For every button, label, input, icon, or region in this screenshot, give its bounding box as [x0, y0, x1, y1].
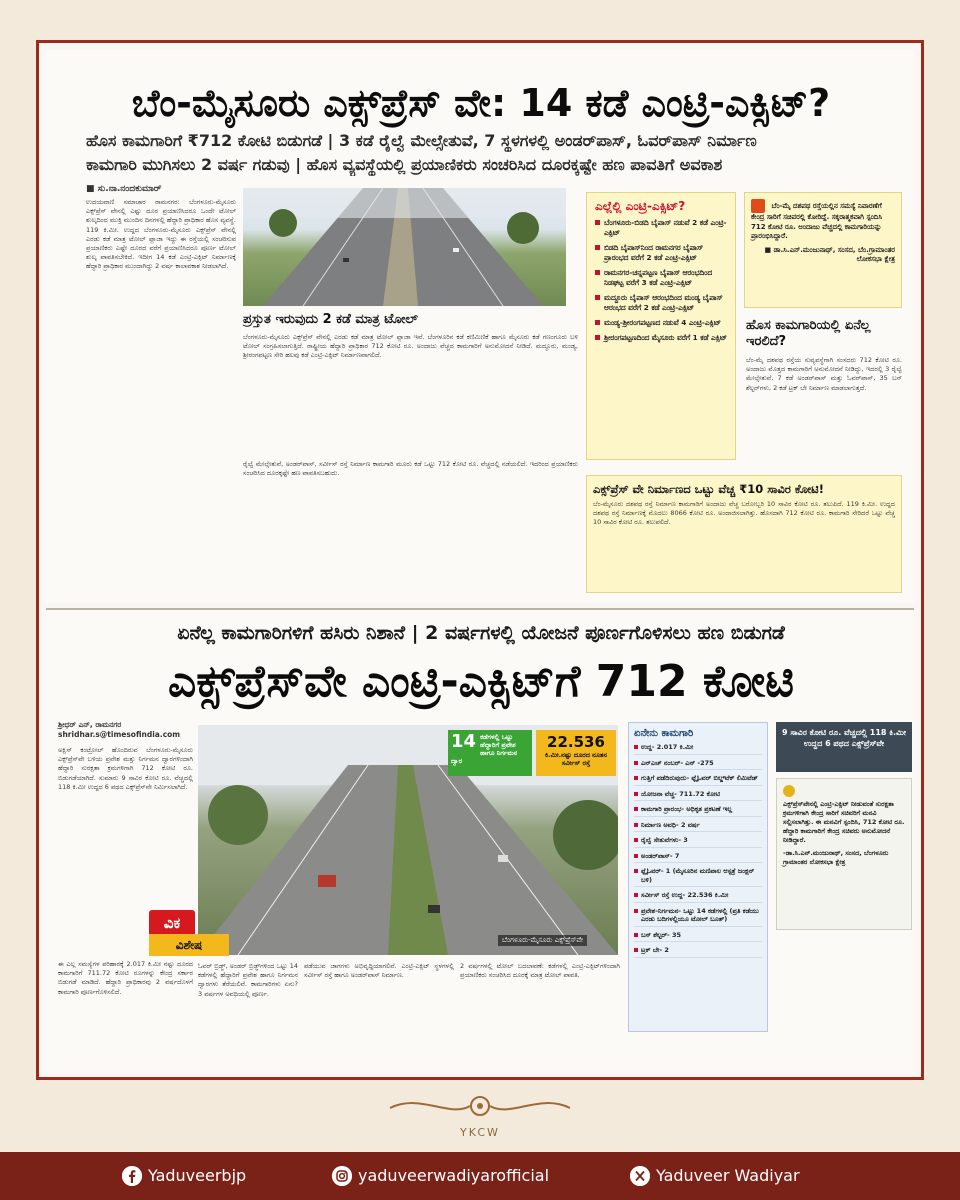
quote-text: ಎಕ್ಸ್‌ಪ್ರೆಸ್‌ವೇನಲ್ಲಿ ಎಂಟ್ರಿ-ಎಕ್ಸಿಟ್ ನೀಡುವಂತೆ ಸುರಕ್ಷತಾ ಕ್ರಮಗಳಿಗಾಗಿ ಕೇಂದ್ರ ಸಾರಿಗೆ ಸಚಿವರಿಗೆ ಮನವಿ ಸಲ್ಲಿಸಲಾಗಿತ್ತು. ಈ ಮನವಿಗೆ ಸ್ಪಂದಿಸಿ, 712 ಕೋಟಿ ರೂ. ಹೆದ್ದಾರಿ ಕಾಮಗಾರಿಗೆ ಕೇಂದ್ರ ಸಚಿವರು ಅನುಮೋದನೆ ನೀಡಿದ್ದಾರೆ. [783, 800, 905, 844]
quote-signature: ■ ಡಾ.ಸಿ.ಎನ್.ಮಂಜುನಾಥ್, ಸಂಸದ, ಬೆಂ.ಗ್ರಾಮಾಂತರ ಲೋಕಸಭಾ ಕ್ಷೇತ್ರ [764, 245, 895, 263]
list-item: ಫ್ಲೈಓವರ್- 1 (ಮೈಸೂರಿನ ಮಣಿಪಾಲ ಆಸ್ಪತ್ರೆ ಜಂಕ್ಷನ್ ಬಳಿ) [634, 867, 762, 887]
x-link[interactable] [630, 1164, 800, 1188]
cost-highlight-box: 9 ಸಾವಿರ ಕೋಟಿ ರೂ. ವೆಚ್ಚದಲ್ಲಿ 118 ಕಿ.ಮೀ ಉದ್ದದ 6 ಪಥದ ಎಕ್ಸ್‌ಪ್ರೆಸ್‌ವೇ [776, 722, 912, 772]
subhead: ಏನೆಲ್ಲ ಕಾಮಗಾರಿಗಳಿಗೆ ಹಸಿರು ನಿಶಾನೆ | 2 ವರ್ಷಗಳಲ್ಲಿ ಯೋಜನೆ ಪೂರ್ಣಗೊಳಿಸಲು ಹಣ ಬಿಡುಗಡೆ [177, 622, 785, 644]
photo-caption: ಪ್ರಸ್ತುತ ಇರುವುದು 2 ಕಡೆ ಮಾತ್ರ ಟೋಲ್ [243, 312, 418, 327]
section-text: ಬೆಂ-ಮೈ ದಶಪಥ ರಸ್ತೆಯ ಸುವ್ಯವಸ್ಥೆಗಾಗಿ ಸಂಸದರು 712 ಕೋಟಿ ರೂ. ಅಂದಾಜು ಮೊತ್ತದ ಕಾಮಗಾರಿಗೆ ಅನುಮೋದನೆ ನೀಡಿದ್ದು, ಇದರಲ್ಲಿ 3 ರೈಲ್ವೆ ಮೇಲ್ಸೇತುವೆ, 7 ಕಡೆ ಅಂಡರ್‌ಪಾಸ್ ಮತ್ತು ಓವರ್‌ಪಾಸ್, 35 ಬಸ್ ಶೆಲ್ಟರ್‌ಗಳು, 2 ಕಡೆ ಟ್ರಕ್ ಬೇ ನಿರ್ಮಾಣ ಮಾಡಲಾಗುತ್ತದೆ. [746, 356, 902, 392]
quote-icon [783, 785, 795, 797]
x-icon [630, 1166, 650, 1186]
article-column-2: ಬೆಂಗಳೂರು-ಮೈಸೂರು ಎಕ್ಸ್‌ಪ್ರೆಸ್ ವೇನಲ್ಲಿ ಎರಡು ಕಡೆ ಮಾತ್ರ ಟೋಲ್ ಪ್ಲಾಜಾ ಇವೆ. ಬೆಂಗಳೂರಿನ ಕಡೆ ಕಣಿಮಿಣಿಕೆ ಹಾಗೂ ಮೈಸೂರು ಕಡೆ ಗಣಂಗೂರು ಬಳಿ ಟೋಲ್ ಸಂಗ್ರಹಿಸಲಾಗುತ್ತಿದೆ. ರಾಷ್ಟ್ರೀಯ ಹೆದ್ದಾರಿ ಪ್ರಾಧಿಕಾರ 712 ಕೋಟಿ ರೂ. ಅಂದಾಜು ವೆಚ್ಚದ ಕಾಮಗಾರಿಗೆ ಅನುಮೋದನೆ ನೀಡಿದೆ. ಮದ್ದೂರು, ಮಂಡ್ಯ, ಶ್ರೀರಂಗಪಟ್ಟಣ ಸೇರಿ ಹಲವು ಕಡೆ ಎಂಟ್ರಿ-ಎಕ್ಸಿಟ್ ನಿರ್ಮಾಣವಾಗಲಿದೆ. [243, 333, 578, 360]
list-item: ರೈಲ್ವೆ ಸೇತುವೆಗಳು- 3 [634, 836, 762, 848]
list-box-title: ಎಲ್ಲೆಲ್ಲಿ ಎಂಟ್ರಿ-ಎಕ್ಸಿಟ್? [595, 199, 686, 213]
list-item: ಉದ್ದ- 2.017 ಕಿ.ಮೀ [634, 743, 762, 755]
works-title: ಏನೇನು ಕಾಮಗಾರಿ [634, 728, 694, 739]
list-item: ಮದ್ದೂರು ಬೈಪಾಸ್ ಆರಂಭದಿಂದ ಮಂಡ್ಯ ಬೈಪಾಸ್ ಆರಂಭದ ವರೆಗೆ 2 ಕಡೆ ಎಂಟ್ರಿ-ಎಕ್ಸಿಟ್ [595, 293, 727, 313]
facebook-handle: Yaduveerbjp [148, 1166, 247, 1185]
list-item: ಗುತ್ತಿಗೆ ಪಡೆದಿರುವುದು- ಫ್ಲೈಓವರ್ ಬಿಲ್ಡ್‌ಟೆಕ್ ಲಿಮಿಟೆಡ್ [634, 774, 762, 786]
stat-label: ಕಿ.ಮೀ.ನಷ್ಟು ದೂರದ ನೂತನ ಸರ್ವೀಸ್ ರಸ್ತೆ [545, 751, 607, 767]
instagram-handle: yaduveerwadiyarofficial [358, 1166, 550, 1185]
article-column-5: 2 ವರ್ಷಗಳಲ್ಲಿ ಟೋಲ್ ಬದಲಾವಣೆ: ಕಡೆಗಳಲ್ಲಿ ಎಂಟ್ರಿ-ಎಕ್ಸಿಟ್‌ಗಳಿಂದಾಗಿ ಪ್ರಯಾಣಿಕರು ಸಂಚರಿಸಿದ ದೂರಕ್ಕೆ ಮಾತ್ರ ಟೋಲ್ ಪಾವತಿ. [460, 962, 620, 980]
headline: ಎಕ್ಸ್‌ಪ್ರೆಸ್‌ವೇ ಎಂಟ್ರಿ-ಎಕ್ಸಿಟ್‌ಗೆ 712 ಕೋಟಿ [168, 656, 794, 707]
article-column-1: ಉದಯವಾಣಿ ಸಮಾಚಾರ ರಾಮನಗರ: ಬೆಂಗಳೂರು-ಮೈಸೂರು ಎಕ್ಸ್‌ಪ್ರೆಸ್ ವೇನಲ್ಲಿ ಎಷ್ಟು ದೂರ ಪ್ರಯಾಣಿಸಿದರೂ ಒಂದೇ ಟೋಲ್ ಶುಲ್ಕದಿಂದ ಮುಕ್ತಿ ಮುಂದಿನ ದಿನಗಳಲ್ಲಿ ಹೆದ್ದಾರಿ ಪ್ರಾಧಿಕಾರ ಹೊಸ ವ್ಯವಸ್ಥೆ. 119 ಕಿ.ಮೀ. ಉದ್ದದ ಬೆಂಗಳೂರು-ಮೈಸೂರು ಎಕ್ಸ್‌ಪ್ರೆಸ್ ವೇನಲ್ಲಿ ಎರಡು ಕಡೆ ಮಾತ್ರ ಟೋಲ್ ಪ್ಲಾಜಾ ಇದ್ದು ಈ ರಸ್ತೆಯಲ್ಲಿ ಸಂಚರಿಸುವ ಪ್ರಯಾಣಿಕರು ಎಷ್ಟೇ ದೂರದ ವರೆಗೆ ಪ್ರಯಾಣಿಸಿದರೂ ಪೂರ್ಣ ಟೋಲ್ ಶುಲ್ಕ ಪಾವತಿಸಬೇಕಿದೆ. ಇದೀಗ 14 ಕಡೆ ಎಂಟ್ರಿ-ಎಕ್ಸಿಟ್ ನಿರ್ಮಾಣಕ್ಕೆ ಹೆದ್ದಾರಿ ಪ್ರಾಧಿಕಾರ ಮುಂದಾಗಿದ್ದು 2 ವರ್ಷ ಕಾಲಾವಕಾಶ ನೀಡಲಾಗಿದೆ. [86, 198, 236, 271]
list-item: ಶ್ರೀರಂಗಪಟ್ಟಣದಿಂದ ಮೈಸೂರು ವರೆಗೆ 1 ಕಡೆ ಎಕ್ಸಿಟ್ [595, 333, 727, 343]
list-item: ಬೆಂಗಳೂರು-ಬಿಡದಿ ಬೈಪಾಸ್ ನಡುವೆ 2 ಕಡೆ ಎಂಟ್ರಿ-ಎಕ್ಸಿಟ್ [595, 218, 727, 238]
byline [58, 720, 180, 740]
article-column-3: ಓವರ್ ಬ್ರಿಡ್ಜ್, ಅಂಡರ್ ಬ್ರಿಡ್ಜ್‌ಗಳಿಂದ ಒಟ್ಟು 14 ಕಡೆಗಳಲ್ಲಿ ಹೆದ್ದಾರಿಗೆ ಪ್ರವೇಶ ಹಾಗೂ ನಿರ್ಗಮನ ದ್ವಾರಗಳು ತೆರೆಯಲಿವೆ. ಕಾಮಗಾರಿಗಳು ಏನು? 3 ವರ್ಷಗಳ ಅವಧಿಯಲ್ಲಿ ಪೂರ್ಣ. [198, 962, 298, 998]
social-footer [0, 1152, 960, 1200]
thumbs-up-icon [751, 199, 765, 213]
news-clipping-1 [46, 50, 914, 603]
article-column-3: ರೈಲ್ವೆ ಮೇಲ್ಸೇತುವೆ, ಅಂಡರ್‌ಪಾಸ್, ಸರ್ವೀಸ್ ರಸ್ತೆ ನಿರ್ಮಾಣ ಕಾಮಗಾರಿ ಮೂರು ಕಡೆ ಒಟ್ಟು 712 ಕೋಟಿ ರೂ. ವೆಚ್ಚದಲ್ಲಿ ನಡೆಯಲಿದೆ. ಇದರಿಂದ ಪ್ರಯಾಣಿಕರು ಸಂಚರಿಸಿದ ದೂರಕ್ಕಷ್ಟೇ ಹಣ ಪಾವತಿಸಬಹುದು. [243, 460, 578, 478]
article-column-2: ಈ ಎಲ್ಲ ಸಮಸ್ಯೆಗಳ ಪರಿಹಾರಕ್ಕೆ 2.017 ಕಿ.ಮೀ ನಷ್ಟು ದೂರದ ಕಾಮಗಾರಿಗೆ 711.72 ಕೋಟಿ ರೂಗಳನ್ನು ಕೇಂದ್ರ ಸರ್ಕಾರ ಬಿಡುಗಡೆ ಮಾಡಿದೆ. ಹೆದ್ದಾರಿ ಪ್ರಾಧಿಕಾರವು 2 ವರ್ಷದೊಳಗೆ ಕಾಮಗಾರಿ ಪೂರ್ಣಗೊಳಿಸಲಿದೆ. [58, 960, 193, 996]
entry-exit-list-box [586, 192, 736, 460]
list-item: ಯೋಜನಾ ವೆಚ್ಚ- 711.72 ಕೋಟಿ [634, 790, 762, 802]
list-item: ಟ್ರಕ್ ಬೇ- 2 [634, 946, 762, 958]
banner-text: ಬೆಂ-ಮೈಸೂರು ದಶಪಥ ರಸ್ತೆ ನಿರ್ಮಾಣ ಕಾಮಗಾರಿಗೆ ಅಂದಾಜು ವೆಚ್ಚ ಬರೋಬ್ಬರಿ 10 ಸಾವಿರ ಕೋಟಿ ರೂ. ತಲುಪಿದೆ. 119 ಕಿ.ಮೀ. ಉದ್ದದ ದಶಪಥ ರಸ್ತೆ ನಿರ್ಮಾಣಕ್ಕೆ ಮೊದಲು 8066 ಕೋಟಿ ರೂ. ಅಂದಾಜಿಸಲಾಗಿತ್ತು. ಹೊಸದಾಗಿ 712 ಕೋಟಿ ರೂ. ಕಾಮಗಾರಿ ಸೇರಿದರೆ ಒಟ್ಟು ವೆಚ್ಚ 10 ಸಾವಿರ ಕೋಟಿ ರೂ. ತಲುಪಲಿದೆ. [593, 500, 895, 527]
list-item: ಬಸ್ ಶೆಲ್ಟರ್- 35 [634, 931, 762, 943]
byline-name: ಶ್ರೀಧರ್ ಎನ್, ರಾಮನಗರ [58, 720, 122, 729]
list-item: ಬಿಡದಿ ಬೈಪಾಸ್‌ನಿಂದ ರಾಮನಗರ ಬೈಪಾಸ್ ಪ್ರಾರಂಭದ ವರೆಗೆ 2 ಕಡೆ ಎಂಟ್ರಿ-ಎಕ್ಸಿಟ್ [595, 243, 727, 263]
list-item: ಮಂಡ್ಯ-ಶ್ರೀರಂಗಪಟ್ಟಣದ ನಡುವೆ 4 ಎಂಟ್ರಿ-ಎಕ್ಸಿಟ್ [595, 318, 727, 328]
ykcw-logo [380, 1088, 580, 1138]
list-item: ಸರ್ವೀಸ್ ರಸ್ತೆ ಉದ್ದ- 22.536 ಕಿ.ಮೀ [634, 891, 762, 903]
stat-value: 14 [451, 731, 477, 752]
subhead-line-2: ಕಾಮಗಾರಿ ಮುಗಿಸಲು 2 ವರ್ಷ ಗಡುವು | ಹೊಸ ವ್ಯವಸ್ಥೆಯಲ್ಲಿ ಪ್ರಯಾಣಿಕರು ಸಂಚರಿಸಿದ ದೂರಕ್ಕಷ್ಟೇ ಹಣ ಪಾವತಿಗೆ ಅವಕಾಶ [86, 155, 723, 174]
byline-email: shridhar.s@timesofindia.com [58, 730, 181, 739]
stat-value: 22.536 [547, 733, 605, 751]
photo-caption: ಬೆಂಗಳೂರು-ಮೈಸೂರು ಎಕ್ಸ್‌ಪ್ರೆಸ್‌ವೇ [498, 935, 587, 946]
banner-title: ಎಕ್ಸ್‌ಪ್ರೆಸ್ ವೇ ನಿರ್ಮಾಣದ ಒಟ್ಟು ವೆಚ್ಚ ₹10 ಸಾವಿರ ಕೋಟಿ! [593, 482, 824, 496]
stat-service-road [536, 730, 616, 776]
instagram-link[interactable] [332, 1164, 549, 1188]
article-column-1: ಅಕ್ಷಿಸ್ ಕಂಟ್ರೋಲ್ ಹೊಂದಿರುವ ಬೆಂಗಳೂರು-ಮೈಸೂರು ಎಕ್ಸ್‌ಪ್ರೆಸ್‌ವೇ ಬಳಿಯ ಪ್ರವೇಶ ಮತ್ತು ನಿರ್ಗಮನ ದ್ವಾರಗಳಿಂದಾಗಿ ಹೆದ್ದಾರಿ ಸುರಕ್ಷತಾ ಕ್ರಮಗಳಿಗಾಗಿ 712 ಕೋಟಿ ರೂ. ಬಿಡುಗಡೆಯಾಗಿದೆ. ಸುಮಾರು 9 ಸಾವಿರ ಕೋಟಿ ರೂ. ವೆಚ್ಚದಲ್ಲಿ 118 ಕಿ.ಮೀ ಉದ್ದದ 6 ಪಥದ ಎಕ್ಸ್‌ಪ್ರೆಸ್‌ವೇ ನಿರ್ಮಿಸಲಾಗಿದೆ. [58, 746, 193, 791]
cost-banner [586, 475, 902, 593]
article-column-4: ಪಡೆಯುವ ಜಾಗಗಳು ಅಭಿವೃದ್ಧಿಯಾಗಲಿವೆ. ಎಂಟ್ರಿ-ಎಕ್ಸಿಟ್ ಸ್ಥಳಗಳಲ್ಲಿ ಸರ್ವೀಸ್ ರಸ್ತೆ ಹಾಗೂ ಅಂಡರ್‌ಪಾಸ್ ನಿರ್ಮಾಣ. [304, 962, 454, 980]
list-item: ಅಂಡರ್‌ಪಾಸ್- 7 [634, 852, 762, 864]
byline: ■ ಸು.ನಾ.ನಂದಕುಮಾರ್ [86, 184, 162, 194]
stat-entry-exit [448, 730, 532, 776]
quote-text: ಬೆಂ-ಮೈ ದಶಪಥ ರಸ್ತೆಯಲ್ಲಿನ ಸಮಸ್ಯೆ ನಿವಾರಣೆಗೆ ಕೇಂದ್ರ ಸಾರಿಗೆ ಸಚಿವರಲ್ಲಿ ಕೋರಿದ್ದೆ. ಸಕ್ಕರಾತ್ಮಕವಾಗಿ ಸ್ಪಂದಿಸಿ 712 ಕೋಟಿ ರೂ. ಅಂದಾಜು ವೆಚ್ಚದಲ್ಲಿ ಕಾಮಗಾರಿಯನ್ನು ಪ್ರಾರಂಭಿಸಿದ್ದಾರೆ. [751, 202, 883, 240]
subhead-line-1: ಹೊಸ ಕಾಮಗಾರಿಗೆ ₹712 ಕೋಟಿ ಬಿಡುಗಡೆ | 3 ಕಡೆ ರೈಲ್ವೆ ಮೇಲ್ಸೇತುವೆ, 7 ಸ್ಥಳಗಳಲ್ಲಿ ಅಂಡರ್‌ಪಾಸ್, ಓವರ್‌ಪಾಸ್ ನಿರ್ಮಾಣ [86, 131, 757, 150]
quote-signature: -ಡಾ.ಸಿ.ಎನ್.ಮಂಜುನಾಥ್, ಸಂಸದ, ಬೆಂಗಳೂರು ಗ್ರಾಮಾಂತರ ಲೋಕಸಭಾ ಕ್ಷೇತ್ರ [783, 849, 889, 866]
badge-top: ವಿಕ [149, 910, 195, 936]
logo-text: YKCW [460, 1126, 500, 1139]
mp-quote-box [744, 192, 902, 308]
expressway-photo [243, 188, 566, 306]
list-item: ಎನ್‌ಎಚ್ ನಂಬರ್- ಎನ್ -275 [634, 759, 762, 771]
list-item: ರಾಮನಗರ-ಚನ್ನಪಟ್ಟಣ ಬೈಪಾಸ್ ಆರಂಭದಿಂದ ನಿಡಘಟ್ಟ ವರೆಗೆ 3 ಕಡೆ ಎಂಟ್ರಿ-ಎಕ್ಸಿಟ್ [595, 268, 727, 288]
mp-quote-box [776, 778, 912, 930]
badge-bottom: ವಿಶೇಷ [149, 934, 229, 956]
section-heading: ಹೊಸ ಕಾಮಗಾರಿಯಲ್ಲಿ ಏನೆಲ್ಲ ಇರಲಿದೆ? [746, 318, 871, 349]
ornament-icon [380, 1088, 580, 1124]
vk-special-badge [149, 910, 229, 958]
news-clipping-2 [46, 608, 914, 1074]
facebook-icon [122, 1166, 142, 1186]
works-list-box [628, 722, 768, 1032]
stat-label: ಕಡೆಗಳಲ್ಲಿ ಒಟ್ಟು ಹೆದ್ದಾರಿಗೆ ಪ್ರವೇಶ ಹಾಗೂ ನಿರ್ಗಮನ ದ್ವಾರ [451, 733, 518, 765]
facebook-link[interactable] [122, 1164, 246, 1188]
list-item: ಕಾಮಗಾರಿ ಪ್ರಾರಂಭ- ಅಧಿಕೃತ ಪ್ರಕಟಣೆ ಇಲ್ಲ [634, 805, 762, 817]
headline: ಬೆಂ-ಮೈಸೂರು ಎಕ್ಸ್‌ಪ್ರೆಸ್ ವೇ: 14 ಕಡೆ ಎಂಟ್ರಿ-ಎಕ್ಸಿಟ್? [131, 81, 831, 125]
list-item: ನಿರ್ಮಾಣ ಅವಧಿ- 2 ವರ್ಷ [634, 821, 762, 833]
instagram-icon [332, 1166, 352, 1186]
list-item: ಪ್ರವೇಶ-ನಿರ್ಗಮನ- ಒಟ್ಟು 14 ಕಡೆಗಳಲ್ಲಿ (ಪ್ರತಿ ಕಡೆಯು ಎರಡು ಬದಿಗಳಲ್ಲಿಯೂ ಟೋಲ್ ಬೂತ್) [634, 907, 762, 927]
x-handle: Yaduveer Wadiyar [656, 1166, 800, 1185]
